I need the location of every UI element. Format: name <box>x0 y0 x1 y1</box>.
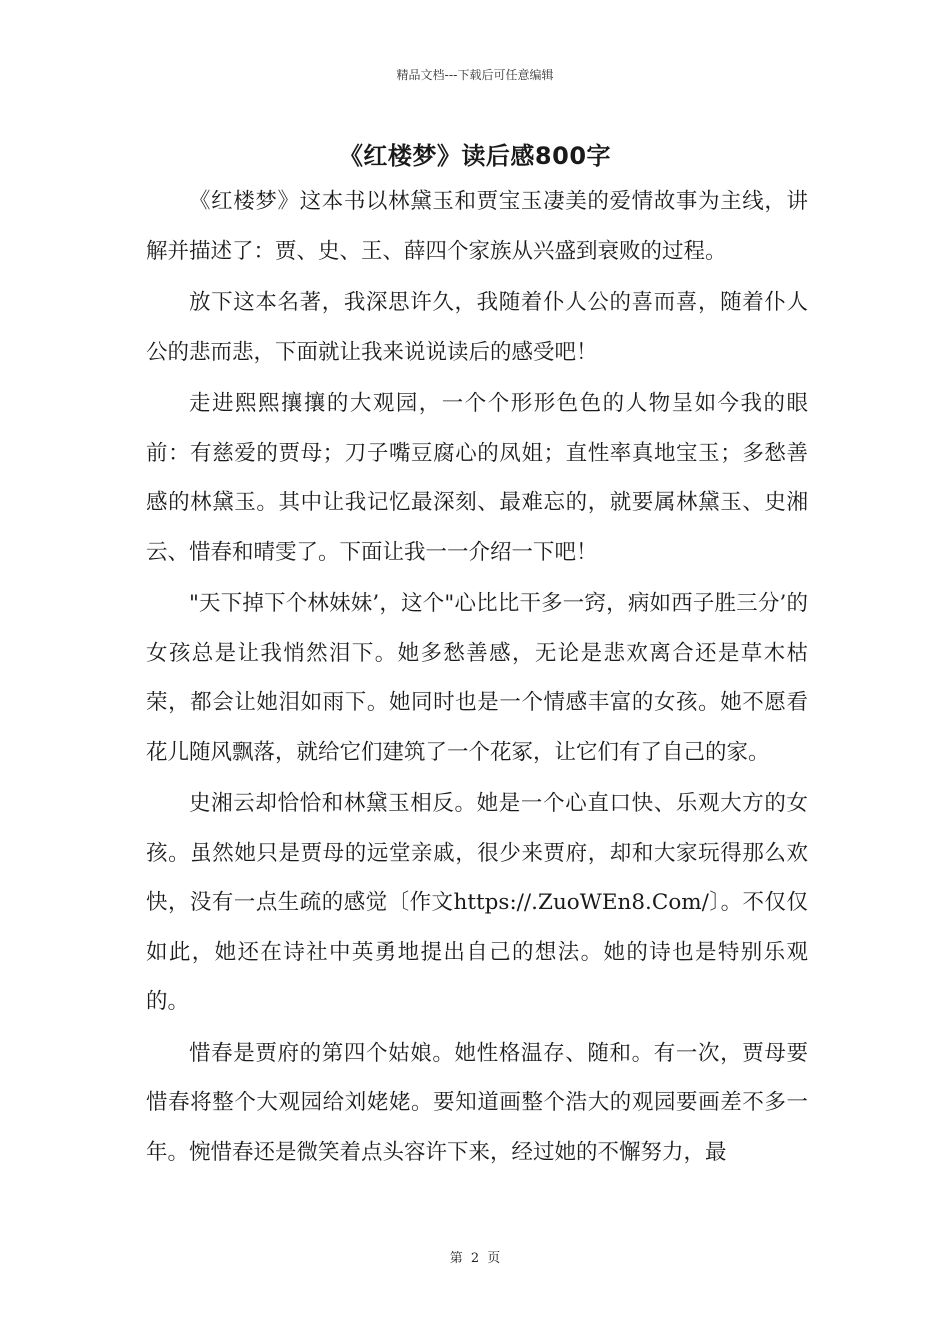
paragraph: "天下掉下个林妹妹’，这个"心比比干多一窍，病如西子胜三分’的女孩总是让我悄然泪下。她多愁善感，无论是悲欢离合还是草木枯荣，都会让她泪如雨下。她同时也是一个情感丰富的女孩。她不愿看花儿随风飘落，就给它们建筑了一个花冢，让它们有了自己的家。 <box>146 591 808 765</box>
paragraph: 《红楼梦》这本书以林黛玉和贾宝玉凄美的爱情故事为主线，讲解并描述了：贾、史、王、薛四个家族从兴盛到衰败的过程。 <box>146 189 808 264</box>
page-header: 精品文档---下载后可任意编辑 <box>396 68 554 82</box>
paragraph: 放下这本名著，我深思许久，我随着仆人公的喜而喜，随着仆人公的悲而悲，下面就让我来说说读后的感受吧！ <box>146 290 808 365</box>
paragraph: 惜春是贾府的第四个姑娘。她性格温存、随和。有一次，贾母要惜春将整个大观园给刘姥姥。要知道画整个浩大的观园要画差不多一年。惋惜春还是微笑着点头容许下来，经过她的不懈努力，最 <box>146 1040 808 1165</box>
document-title: 《红楼梦》读后感800字 <box>338 142 612 170</box>
paragraph: 史湘云却恰恰和林黛玉相反。她是一个心直口快、乐观大方的女孩。虽然她只是贾母的远堂亲戚，很少来贾府，却和大家玩得那么欢快，没有一点生疏的感觉〔作文https://.ZuoWEn8.Com/〕。不仅仅如此，她还在诗社中英勇地提出自己的想法。她的诗也是特别乐观的。 <box>146 791 808 1014</box>
paragraph: 走进熙熙攘攘的大观园，一个个形形色色的人物呈如今我的眼前：有慈爱的贾母；刀子嘴豆腐心的凤姐；直性率真地宝玉；多愁善感的林黛玉。其中让我记忆最深刻、最难忘的，就要属林黛玉、史湘云、惜春和晴雯了。下面让我一一介绍一下吧！ <box>146 391 808 565</box>
document-body <box>146 177 808 1179</box>
page-number: 第 2 页 <box>449 1251 501 1266</box>
